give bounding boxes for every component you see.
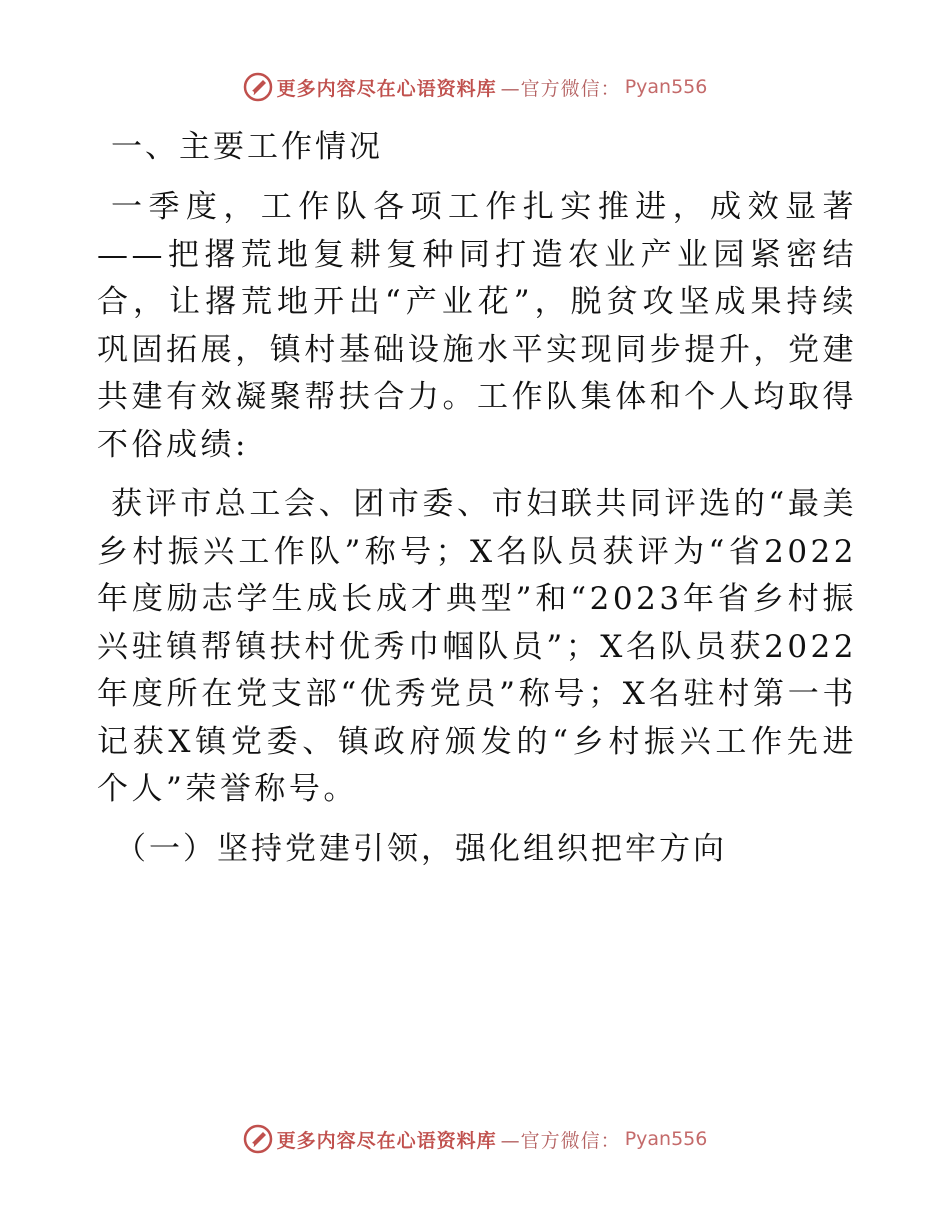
paragraph-summary: 一季度，工作队各项工作扎实推进，成效显著——把撂荒地复耕复种同打造农业产业园紧密结合，让撂荒地开出“产业花”，脱贫攻坚成果持续巩固拓展，镇村基础设施水平实现同步提升，党建共建有效凝聚帮扶合力。工作队集体和个人均取得不俗成绩: bbox=[97, 189, 857, 463]
watermark-header bbox=[0, 72, 950, 102]
watermark-wechat-id: Pyan556 bbox=[624, 1128, 708, 1150]
logo-icon bbox=[243, 1124, 273, 1154]
paragraph-honors: 获评市总工会、团市委、市妇联共同评选的“最美乡村振兴工作队”称号；X名队员获评为“省2022年度励志学生成长成才典型”和“2023年省乡村振兴驻镇帮镇扶村优秀巾帼队员”；X名队员获2022年度所在党支部“优秀党员”称号；X名驻村第一书记获X镇党委、镇政府颁发的“乡村振兴工作先进个人”荣誉称号。 bbox=[97, 486, 857, 807]
watermark-label: —官方微信： bbox=[500, 1129, 621, 1152]
section-heading: 一、主要工作情况 bbox=[111, 129, 383, 165]
watermark-footer bbox=[0, 1124, 950, 1154]
watermark-label: —官方微信： bbox=[500, 77, 621, 100]
watermark-brand: 更多内容尽在心语资料库 bbox=[276, 77, 497, 100]
watermark-brand: 更多内容尽在心语资料库 bbox=[276, 1129, 497, 1152]
logo-icon bbox=[243, 72, 273, 102]
watermark-wechat-id: Pyan556 bbox=[624, 76, 708, 98]
subsection-heading: （一）坚持党建引领，强化组织把牢方向 bbox=[115, 830, 727, 867]
document-body bbox=[97, 124, 857, 873]
